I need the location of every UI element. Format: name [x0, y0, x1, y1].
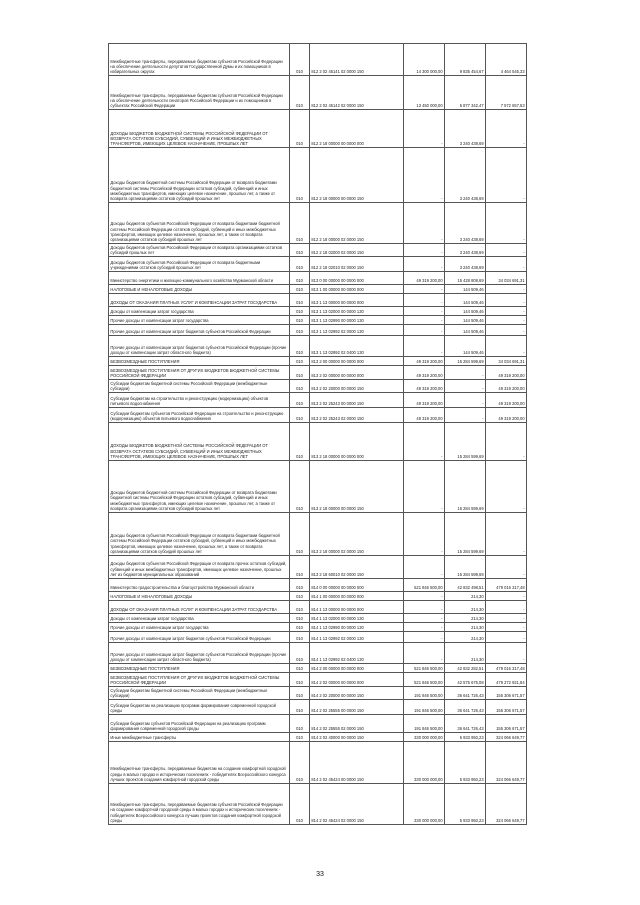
cell-name: Межбюджетные трансферты, передаваемые бюджетам субъектов Российской Федерации на обеспечение деятельности депутатов Государственной Думы и их помощников в избирательных округах — [109, 44, 290, 76]
cell-code: 010 — [290, 686, 310, 699]
cell-exec: 214,30 — [445, 613, 486, 622]
cell-kbk: 813 2 02 25243 00 0000 150 — [310, 392, 404, 407]
table-row — [109, 244, 527, 257]
cell-exec: 5 933 950,23 — [445, 741, 486, 783]
cell-code: 010 — [290, 110, 310, 148]
cell-rest: - — [486, 422, 527, 460]
cell-name: ДОХОДЫ ОТ ОКАЗАНИЯ ПЛАТНЫХ УСЛУГ И КОМПЕНСАЦИИ ЗАТРАТ ГОСУДАРСТВА — [109, 293, 290, 306]
table-row — [109, 741, 527, 783]
table-row — [109, 365, 527, 379]
cell-plan: - — [404, 203, 445, 244]
cell-code: 010 — [290, 600, 310, 613]
cell-plan: - — [404, 324, 445, 335]
cell-rest: - — [486, 293, 527, 306]
cell-kbk: 813 2 18 00000 00 0000 150 — [310, 460, 404, 512]
cell-name: НАЛОГОВЫЕ И НЕНАЛОГОВЫЕ ДОХОДЫ — [109, 284, 290, 293]
cell-plan: - — [404, 110, 445, 148]
table-row — [109, 663, 527, 672]
cell-exec: - — [445, 365, 486, 379]
cell-code: 010 — [290, 422, 310, 460]
cell-code: 010 — [290, 631, 310, 642]
cell-plan: - — [404, 422, 445, 460]
cell-code: 010 — [290, 578, 310, 591]
cell-rest: 324 066 649,77 — [486, 783, 527, 824]
cell-name: Субсидии бюджетам субъектов Российской Федерации на строительство и реконструкцию (модернизацию) объектов питьевого водоснабжения — [109, 407, 290, 422]
cell-code: 010 — [290, 315, 310, 324]
cell-name: Доходы бюджетов субъектов Российской Федерации от возврата бюджетными учреждениями остатков субсидий прошлых лет — [109, 256, 290, 271]
cell-kbk: 812 2 18 00000 00 0000 150 — [310, 148, 404, 203]
cell-exec: 36 641 726,43 — [445, 714, 486, 732]
cell-rest: 49 319 200,00 — [486, 392, 527, 407]
cell-plan: 330 000 000,00 — [404, 741, 445, 783]
cell-name: БЕЗВОЗМЕЗДНЫЕ ПОСТУПЛЕНИЯ ОТ ДРУГИХ БЮДЖЕТОВ БЮДЖЕТНОЙ СИСТЕМЫ РОССИЙСКОЙ ФЕДЕРАЦИИ — [109, 672, 290, 686]
table-row — [109, 315, 527, 324]
cell-exec: 5 933 950,23 — [445, 783, 486, 824]
cell-rest: - — [486, 315, 527, 324]
cell-name: НАЛОГОВЫЕ И НЕНАЛОГОВЫЕ ДОХОДЫ — [109, 591, 290, 600]
cell-plan: 191 846 500,00 — [404, 699, 445, 714]
cell-rest: 155 306 671,57 — [486, 686, 527, 699]
table-row — [109, 324, 527, 335]
cell-kbk: 813 1 13 02992 02 0400 130 — [310, 335, 404, 356]
cell-code: 010 — [290, 512, 310, 555]
cell-plan: 49 319 200,00 — [404, 356, 445, 365]
cell-rest: 155 306 671,57 — [486, 699, 527, 714]
cell-exec: 144 509,46 — [445, 306, 486, 315]
cell-plan: 330 000 000,00 — [404, 783, 445, 824]
cell-code: 010 — [290, 732, 310, 741]
cell-kbk: 814 2 02 40000 00 0000 150 — [310, 732, 404, 741]
cell-code: 010 — [290, 555, 310, 578]
cell-plan: - — [404, 306, 445, 315]
cell-kbk: 814 2 02 20000 00 0000 150 — [310, 686, 404, 699]
cell-plan: 49 319 200,00 — [404, 271, 445, 284]
cell-exec: 214,30 — [445, 622, 486, 631]
cell-code: 010 — [290, 392, 310, 407]
page-number: 33 — [316, 871, 324, 878]
cell-rest: - — [486, 642, 527, 663]
cell-rest: 324 066 649,77 — [486, 741, 527, 783]
cell-name: Доходы бюджетов бюджетной системы Российской Федерации от возврата бюджетами бюджетной системы Российской Федерации остатков субсидий, субвенций и иных межбюджетных трансфертов, имеющих целевое назначение, прошлых лет, а также от возврата организациями остатков субсидий прошлых лет — [109, 148, 290, 203]
cell-plan: - — [404, 244, 445, 257]
cell-code: 010 — [290, 335, 310, 356]
cell-exec: 214,30 — [445, 631, 486, 642]
cell-plan: - — [404, 293, 445, 306]
cell-kbk: 812 2 18 02000 02 0000 150 — [310, 244, 404, 257]
cell-code: 010 — [290, 365, 310, 379]
cell-rest: 49 319 200,00 — [486, 365, 527, 379]
cell-rest: 4 464 545,33 — [486, 44, 527, 76]
cell-rest: - — [486, 256, 527, 271]
cell-name: ДОХОДЫ ОТ ОКАЗАНИЯ ПЛАТНЫХ УСЛУГ И КОМПЕНСАЦИИ ЗАТРАТ ГОСУДАРСТВА — [109, 600, 290, 613]
cell-exec: 3 240 438,69 — [445, 148, 486, 203]
table-row — [109, 271, 527, 284]
cell-kbk: 814 1 13 02990 00 0000 130 — [310, 622, 404, 631]
cell-code: 010 — [290, 293, 310, 306]
cell-plan: - — [404, 613, 445, 622]
cell-exec: - — [445, 379, 486, 392]
cell-name: Прочие доходы от компенсации затрат бюджетов субъектов Российской Федерации — [109, 631, 290, 642]
table-row — [109, 392, 527, 407]
cell-plan: - — [404, 315, 445, 324]
cell-rest: - — [486, 335, 527, 356]
cell-plan: 49 319 200,00 — [404, 365, 445, 379]
cell-kbk: 813 1 13 02000 00 0000 130 — [310, 306, 404, 315]
cell-rest: 479 272 921,84 — [486, 672, 527, 686]
cell-name: Доходы бюджетов субъектов Российской Федерации от возврата бюджетами бюджетной системы Российской Федерации остатков субсидий, субвенций и иных межбюджетных трансфертов, имеющих целевое назначение, прошлых лет, а также от возврата организациями остатков субсидий прошлых лет — [109, 512, 290, 555]
cell-kbk: 814 1 13 02000 00 0000 130 — [310, 613, 404, 622]
cell-code: 010 — [290, 76, 310, 110]
cell-kbk: 813 2 18 60010 02 0000 150 — [310, 555, 404, 578]
cell-exec: 15 284 599,69 — [445, 555, 486, 578]
cell-plan: 521 846 500,00 — [404, 672, 445, 686]
table-row — [109, 613, 527, 622]
cell-kbk: 813 1 13 02992 02 0000 130 — [310, 324, 404, 335]
cell-plan: - — [404, 642, 445, 663]
table-row — [109, 203, 527, 244]
cell-kbk: 812 2 18 00000 00 0000 000 — [310, 110, 404, 148]
cell-plan: 521 846 500,00 — [404, 578, 445, 591]
cell-name: БЕЗВОЗМЕЗДНЫЕ ПОСТУПЛЕНИЯ — [109, 663, 290, 672]
cell-plan: - — [404, 148, 445, 203]
cell-rest: - — [486, 306, 527, 315]
cell-rest: 155 306 671,57 — [486, 714, 527, 732]
cell-kbk: 812 2 18 02010 02 0000 150 — [310, 256, 404, 271]
cell-name: Субсидии бюджетам бюджетной системы Российской Федерации (межбюджетные субсидии) — [109, 379, 290, 392]
cell-exec: 15 284 599,69 — [445, 422, 486, 460]
table-row — [109, 578, 527, 591]
cell-exec: 36 641 726,43 — [445, 686, 486, 699]
cell-plan: 49 319 200,00 — [404, 392, 445, 407]
table-row — [109, 335, 527, 356]
cell-exec: 42 575 675,08 — [445, 672, 486, 686]
cell-exec: 3 240 438,69 — [445, 244, 486, 257]
cell-code: 010 — [290, 379, 310, 392]
cell-plan: - — [404, 335, 445, 356]
cell-name: Межбюджетные трансферты, передаваемые бюджетам субъектов Российской Федерации на создание комфортной городской среды в малых городах и исторических поселениях - победителях Всероссийского конкурса лучших проектов создания комфортной городской среды — [109, 783, 290, 824]
cell-exec: 144 509,46 — [445, 293, 486, 306]
cell-exec: 15 428 808,69 — [445, 271, 486, 284]
cell-code: 010 — [290, 783, 310, 824]
cell-code: 010 — [290, 203, 310, 244]
cell-code: 010 — [290, 613, 310, 622]
cell-name: Доходы бюджетов субъектов Российской Федерации от возврата организациями остатков субсидий прошлых лет — [109, 244, 290, 257]
cell-name: Межбюджетные трансферты, передаваемые бюджетам на создание комфортной городской среды в малых городах и исторических поселениях - победителях Всероссийского конкурса лучших проектов создания комфортной городской среды — [109, 741, 290, 783]
cell-code: 010 — [290, 591, 310, 600]
cell-plan: - — [404, 256, 445, 271]
cell-code: 010 — [290, 663, 310, 672]
cell-kbk: 812 2 02 45142 02 0000 150 — [310, 76, 404, 110]
cell-code: 010 — [290, 324, 310, 335]
cell-code: 010 — [290, 244, 310, 257]
cell-exec: 42 832 498,51 — [445, 578, 486, 591]
cell-rest: - — [486, 631, 527, 642]
cell-rest: - — [486, 591, 527, 600]
cell-rest: - — [486, 148, 527, 203]
cell-exec: 5 877 342,47 — [445, 76, 486, 110]
cell-exec: 42 832 282,51 — [445, 663, 486, 672]
cell-rest: 49 319 200,00 — [486, 407, 527, 422]
cell-kbk: 812 2 02 45141 02 0000 150 — [310, 44, 404, 76]
cell-kbk: 813 2 00 00000 00 0000 000 — [310, 356, 404, 365]
cell-name: ДОХОДЫ БЮДЖЕТОВ БЮДЖЕТНОЙ СИСТЕМЫ РОССИЙСКОЙ ФЕДЕРАЦИИ ОТ ВОЗВРАТА ОСТАТКОВ СУБСИДИЙ, СУБВЕНЦИЙ И ИНЫХ МЕЖБЮДЖЕТНЫХ ТРАНСФЕРТОВ, ИМЕЮЩИХ ЦЕЛЕВОЕ НАЗНАЧЕНИЕ, ПРОШЛЫХ ЛЕТ — [109, 110, 290, 148]
cell-rest: - — [486, 324, 527, 335]
cell-name: Субсидии бюджетам на строительство и реконструкцию (модернизацию) объектов питьевого водоснабжения — [109, 392, 290, 407]
cell-plan: - — [404, 600, 445, 613]
table-row — [109, 379, 527, 392]
cell-name: Доходы от компенсации затрат государства — [109, 306, 290, 315]
cell-name: Доходы бюджетов субъектов Российской Федерации от возврата прочих остатков субсидий, субвенций и иных межбюджетных трансфертов, имеющих целевое назначение, прошлых лет из бюджетов муниципальных образований — [109, 555, 290, 578]
cell-code: 010 — [290, 741, 310, 783]
cell-plan: - — [404, 512, 445, 555]
cell-rest: - — [486, 284, 527, 293]
cell-rest: 7 572 657,53 — [486, 76, 527, 110]
cell-name: Субсидии бюджетам на реализацию программ формирования современной городской среды — [109, 699, 290, 714]
table-row — [109, 622, 527, 631]
cell-plan: - — [404, 460, 445, 512]
cell-exec: 214,30 — [445, 600, 486, 613]
cell-plan: - — [404, 555, 445, 578]
cell-exec: - — [445, 407, 486, 422]
cell-rest: 49 319 200,00 — [486, 379, 527, 392]
table-row — [109, 422, 527, 460]
cell-exec: 214,30 — [445, 591, 486, 600]
cell-kbk: 814 2 02 45424 02 0000 150 — [310, 783, 404, 824]
cell-plan: 191 846 500,00 — [404, 714, 445, 732]
cell-rest: 324 066 649,77 — [486, 732, 527, 741]
cell-code: 010 — [290, 271, 310, 284]
cell-name: Субсидии бюджетам субъектов Российской Федерации на реализацию программ формирования современной городской среды — [109, 714, 290, 732]
cell-name: ДОХОДЫ БЮДЖЕТОВ БЮДЖЕТНОЙ СИСТЕМЫ РОССИЙСКОЙ ФЕДЕРАЦИИ ОТ ВОЗВРАТА ОСТАТКОВ СУБСИДИЙ, СУБВЕНЦИЙ И ИНЫХ МЕЖБЮДЖЕТНЫХ ТРАНСФЕРТОВ, ИМЕЮЩИХ ЦЕЛЕВОЕ НАЗНАЧЕНИЕ, ПРОШЛЫХ ЛЕТ — [109, 422, 290, 460]
cell-code: 010 — [290, 642, 310, 663]
cell-exec: 15 284 599,69 — [445, 512, 486, 555]
cell-plan: - — [404, 591, 445, 600]
cell-exec: 214,30 — [445, 642, 486, 663]
cell-name: БЕЗВОЗМЕЗДНЫЕ ПОСТУПЛЕНИЯ — [109, 356, 290, 365]
table-row — [109, 356, 527, 365]
cell-name: Доходы бюджетов субъектов Российской Федерации от возврата бюджетами бюджетной системы Российской Федерации остатков субсидий, субвенций и иных межбюджетных трансфертов, имеющих целевое назначение, прошлых лет, а также от возврата организациями остатков субсидий прошлых лет — [109, 203, 290, 244]
cell-kbk: 814 1 13 02992 02 0000 130 — [310, 631, 404, 642]
cell-kbk: 813 2 18 00000 00 0000 000 — [310, 422, 404, 460]
table-row — [109, 699, 527, 714]
table-row — [109, 714, 527, 732]
table-row — [109, 672, 527, 686]
cell-name: БЕЗВОЗМЕЗДНЫЕ ПОСТУПЛЕНИЯ ОТ ДРУГИХ БЮДЖЕТОВ БЮДЖЕТНОЙ СИСТЕМЫ РОССИЙСКОЙ ФЕДЕРАЦИИ — [109, 365, 290, 379]
cell-exec: 144 509,46 — [445, 315, 486, 324]
cell-plan: 521 846 500,00 — [404, 663, 445, 672]
cell-rest: - — [486, 613, 527, 622]
cell-kbk: 814 2 02 25555 02 0000 150 — [310, 714, 404, 732]
cell-rest: - — [486, 460, 527, 512]
cell-exec: 144 509,46 — [445, 335, 486, 356]
table-row — [109, 512, 527, 555]
table-row — [109, 642, 527, 663]
cell-kbk: 814 0 00 00000 00 0000 000 — [310, 578, 404, 591]
cell-code: 010 — [290, 148, 310, 203]
table-row — [109, 110, 527, 148]
table-row — [109, 293, 527, 306]
cell-kbk: 813 1 00 00000 00 0000 000 — [310, 284, 404, 293]
cell-plan: 49 319 200,00 — [404, 379, 445, 392]
cell-code: 010 — [290, 460, 310, 512]
cell-code: 010 — [290, 256, 310, 271]
cell-rest: 34 034 691,31 — [486, 356, 527, 365]
table-row — [109, 306, 527, 315]
cell-exec: 36 641 726,43 — [445, 699, 486, 714]
table-body — [109, 44, 527, 825]
cell-code: 010 — [290, 714, 310, 732]
table-row — [109, 256, 527, 271]
cell-kbk: 813 2 02 25243 02 0000 150 — [310, 407, 404, 422]
cell-plan: 14 300 000,00 — [404, 44, 445, 76]
table-row — [109, 555, 527, 578]
cell-name: Прочие доходы от компенсации затрат государства — [109, 315, 290, 324]
cell-exec: 3 240 438,69 — [445, 256, 486, 271]
cell-name: Межбюджетные трансферты, передаваемые бюджетам субъектов Российской Федерации на обеспечение деятельности сенаторов Российской Федерации и их помощников в субъектах Российской Федерации — [109, 76, 290, 110]
cell-kbk: 813 2 02 20000 00 0000 150 — [310, 379, 404, 392]
cell-rest: 34 034 691,31 — [486, 271, 527, 284]
cell-rest: 479 016 317,48 — [486, 578, 527, 591]
cell-exec: 3 240 438,69 — [445, 203, 486, 244]
cell-exec: 15 284 599,69 — [445, 356, 486, 365]
cell-name: Субсидии бюджетам бюджетной системы Российской Федерации (межбюджетные субсидии) — [109, 686, 290, 699]
cell-plan: 191 846 500,00 — [404, 686, 445, 699]
cell-exec: 3 240 438,69 — [445, 110, 486, 148]
table-row — [109, 600, 527, 613]
cell-name: Прочие доходы от компенсации затрат бюджетов субъектов Российской Федерации (прочие доходы от компенсации затрат областного бюджета) — [109, 642, 290, 663]
cell-code: 010 — [290, 672, 310, 686]
cell-kbk: 814 1 00 00000 00 0000 000 — [310, 591, 404, 600]
cell-code: 010 — [290, 44, 310, 76]
cell-name: Прочие доходы от компенсации затрат бюджетов субъектов Российской Федерации (прочие доходы от компенсации затрат областного бюджета) — [109, 335, 290, 356]
cell-name: Прочие доходы от компенсации затрат государства — [109, 622, 290, 631]
cell-code: 010 — [290, 622, 310, 631]
cell-plan: 13 450 000,00 — [404, 76, 445, 110]
table-row — [109, 76, 527, 110]
cell-kbk: 813 2 02 00000 00 0000 000 — [310, 365, 404, 379]
table-row — [109, 631, 527, 642]
cell-plan: - — [404, 631, 445, 642]
cell-exec: 5 933 950,23 — [445, 732, 486, 741]
table-row — [109, 44, 527, 76]
cell-kbk: 814 2 02 25555 00 0000 150 — [310, 699, 404, 714]
cell-name: Иные межбюджетные трансферты — [109, 732, 290, 741]
cell-code: 010 — [290, 699, 310, 714]
cell-exec: 144 509,46 — [445, 284, 486, 293]
cell-name: Доходы бюджетов бюджетной системы Российской Федерации от возврата бюджетами бюджетной системы Российской Федерации остатков субсидий, субвенций и иных межбюджетных трансфертов, имеющих целевое назначение, прошлых лет, а также от возврата организациями остатков субсидий прошлых лет — [109, 460, 290, 512]
cell-name: Министерство энергетики и жилищно-коммунального хозяйства Мурманской области — [109, 271, 290, 284]
cell-exec: 15 284 599,69 — [445, 460, 486, 512]
cell-kbk: 814 1 13 02992 02 0400 130 — [310, 642, 404, 663]
cell-rest: - — [486, 512, 527, 555]
table-row — [109, 148, 527, 203]
cell-exec: - — [445, 392, 486, 407]
table-row — [109, 407, 527, 422]
cell-kbk: 812 2 18 00000 02 0000 150 — [310, 203, 404, 244]
cell-code: 010 — [290, 407, 310, 422]
table-row — [109, 732, 527, 741]
cell-plan: - — [404, 622, 445, 631]
cell-rest: - — [486, 622, 527, 631]
cell-rest: 479 016 317,48 — [486, 663, 527, 672]
table-row — [109, 460, 527, 512]
table-row — [109, 591, 527, 600]
cell-kbk: 814 2 02 45424 00 0000 150 — [310, 741, 404, 783]
cell-kbk: 814 2 00 00000 00 0000 000 — [310, 663, 404, 672]
cell-kbk: 814 2 02 00000 00 0000 000 — [310, 672, 404, 686]
cell-rest: - — [486, 110, 527, 148]
cell-kbk: 813 2 18 00000 02 0000 150 — [310, 512, 404, 555]
budget-revenue-table — [108, 43, 527, 825]
cell-code: 010 — [290, 356, 310, 365]
cell-kbk: 813 0 00 00000 00 0000 000 — [310, 271, 404, 284]
cell-kbk: 813 1 13 02990 00 0000 130 — [310, 315, 404, 324]
cell-name: Доходы от компенсации затрат государства — [109, 613, 290, 622]
cell-exec: 9 835 454,67 — [445, 44, 486, 76]
cell-code: 010 — [290, 284, 310, 293]
cell-exec: 144 509,46 — [445, 324, 486, 335]
cell-plan: 49 319 200,00 — [404, 407, 445, 422]
cell-rest: - — [486, 600, 527, 613]
table-row — [109, 686, 527, 699]
cell-plan: 330 000 000,00 — [404, 732, 445, 741]
cell-rest: - — [486, 244, 527, 257]
cell-kbk: 813 1 13 00000 00 0000 000 — [310, 293, 404, 306]
cell-rest: - — [486, 203, 527, 244]
cell-plan: - — [404, 284, 445, 293]
table-row — [109, 284, 527, 293]
cell-code: 010 — [290, 306, 310, 315]
table-row — [109, 783, 527, 824]
cell-kbk: 814 1 13 00000 00 0000 000 — [310, 600, 404, 613]
cell-name: Прочие доходы от компенсации затрат бюджетов субъектов Российской Федерации — [109, 324, 290, 335]
cell-name: Министерство градостроительства и благоустройства Мурманской области — [109, 578, 290, 591]
cell-rest: - — [486, 555, 527, 578]
